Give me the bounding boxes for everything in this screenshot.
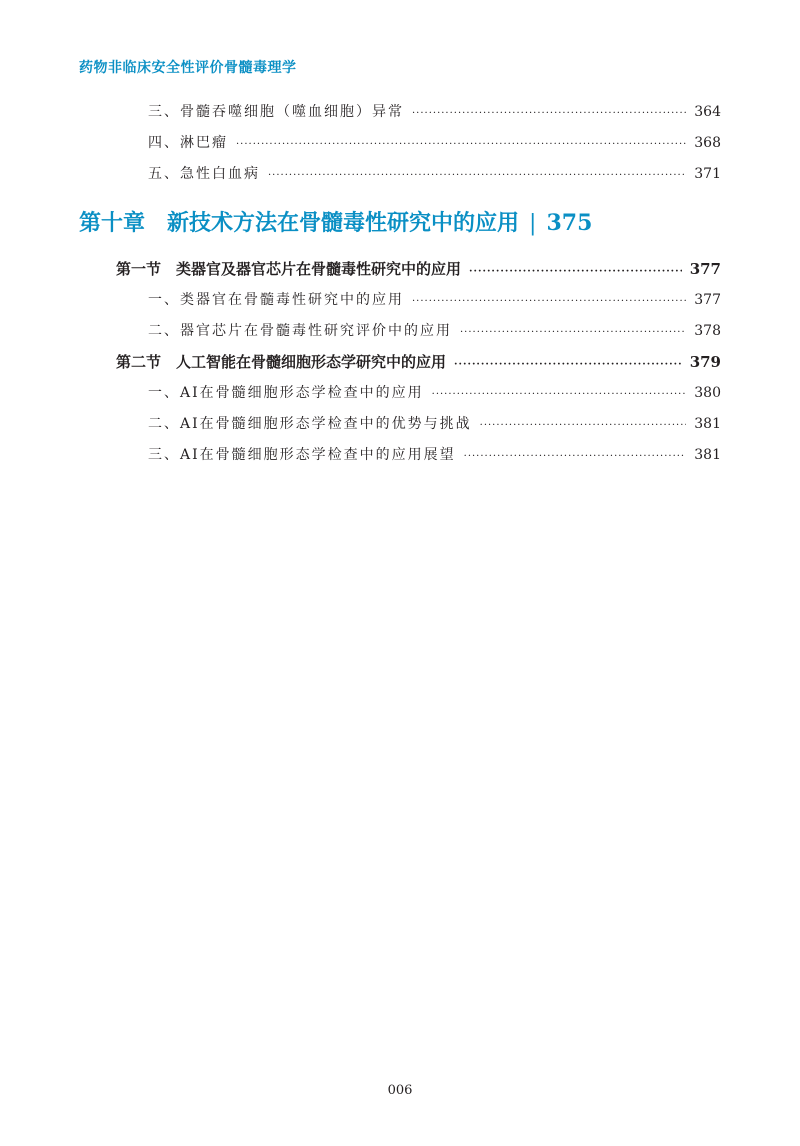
toc-item-page: 378 — [694, 323, 721, 339]
toc-section-label: 第二节 人工智能在骨髓细胞形态学研究中的应用 — [116, 353, 447, 371]
chapter-page: 375 — [546, 210, 593, 236]
toc-item[interactable] — [148, 289, 721, 309]
chapter-number: 第十章 — [79, 210, 146, 236]
chapter-separator: | — [529, 211, 537, 236]
chapter-title: 新技术方法在骨髓毒性研究中的应用 — [167, 210, 520, 236]
toc-item-page: 381 — [694, 447, 721, 463]
dot-leader — [236, 139, 686, 150]
chapter-heading[interactable] — [79, 206, 592, 237]
toc-item-label: 三、AI在骨髓细胞形态学检查中的应用展望 — [148, 447, 456, 463]
toc-item-label: 四、淋巴瘤 — [148, 135, 228, 151]
toc-section-page: 377 — [689, 260, 721, 278]
toc-item[interactable] — [148, 413, 721, 433]
dot-leader — [480, 420, 687, 431]
dot-leader — [412, 296, 686, 307]
page-number: 006 — [387, 1083, 413, 1098]
toc-item[interactable] — [148, 163, 721, 183]
toc-item-label: 二、器官芯片在骨髓毒性研究评价中的应用 — [148, 323, 452, 339]
toc-item-page: 381 — [694, 416, 721, 432]
toc-item-page: 380 — [694, 385, 721, 401]
toc-item[interactable] — [148, 444, 721, 464]
toc-item-page: 371 — [694, 166, 721, 182]
dot-leader — [454, 359, 682, 370]
toc-item-label: 二、AI在骨髓细胞形态学检查中的优势与挑战 — [148, 416, 472, 432]
toc-item-label: 一、AI在骨髓细胞形态学检查中的应用 — [148, 385, 424, 401]
toc-item[interactable] — [148, 382, 721, 402]
running-head: 药物非临床安全性评价骨髓毒理学 — [79, 60, 297, 76]
toc-item[interactable] — [148, 101, 721, 121]
dot-leader — [460, 327, 686, 338]
toc-item-label: 五、急性白血病 — [148, 166, 260, 182]
dot-leader — [432, 389, 687, 400]
toc-item-page: 364 — [694, 104, 721, 120]
toc-section-page: 379 — [689, 353, 721, 371]
toc-item[interactable] — [148, 320, 721, 340]
toc-item-page: 368 — [694, 135, 721, 151]
toc-section[interactable] — [116, 351, 721, 372]
toc-section[interactable] — [116, 258, 721, 279]
dot-leader — [268, 170, 686, 181]
toc-item-page: 377 — [694, 292, 721, 308]
toc-item-label: 一、类器官在骨髓毒性研究中的应用 — [148, 292, 404, 308]
toc-item[interactable] — [148, 132, 721, 152]
toc-section-label: 第一节 类器官及器官芯片在骨髓毒性研究中的应用 — [116, 260, 462, 278]
dot-leader — [412, 108, 686, 119]
toc-item-label: 三、骨髓吞噬细胞（噬血细胞）异常 — [148, 104, 404, 120]
dot-leader — [464, 451, 687, 462]
dot-leader — [469, 266, 682, 277]
